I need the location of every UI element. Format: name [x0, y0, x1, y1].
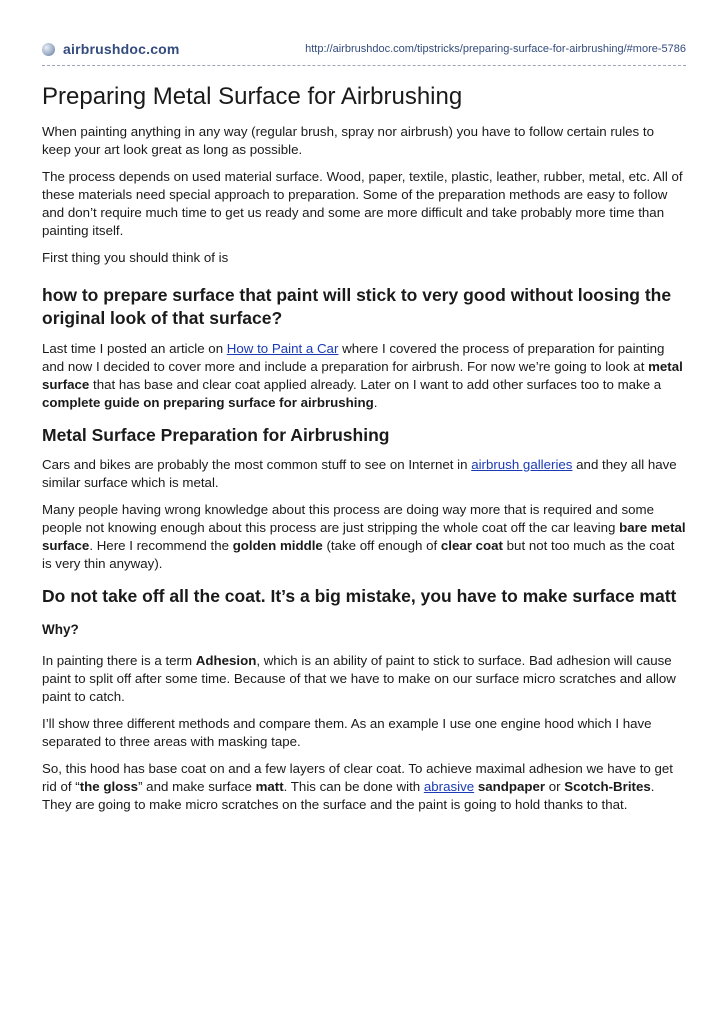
text-run: Cars and bikes are probably the most common stuff to see on Internet in: [42, 457, 472, 472]
bold-metal-surface: metal surface: [42, 359, 683, 392]
airbrush-galleries-link[interactable]: airbrush galleries: [471, 457, 573, 472]
text-run: Many people having wrong knowledge about this process are doing way more that is required and some people not knowing enough about this process are just stripping the whole coat off the car leaving: [42, 502, 655, 535]
highlight-question: how to prepare surface that paint will stick to very good without loosing the original look of that surface?: [42, 285, 672, 328]
why-heading: Why?: [42, 622, 79, 637]
bold-bare-metal: bare metal surface: [42, 520, 686, 553]
bold-scotch-brites: Scotch-Brites: [564, 779, 651, 794]
bold-the-gloss: the gloss: [79, 779, 139, 794]
header-divider: [42, 65, 686, 66]
paragraph-adhesion: [42, 652, 686, 706]
article-body: [42, 82, 686, 823]
page-header: [42, 40, 686, 62]
bold-golden-middle: golden middle: [232, 538, 323, 553]
how-to-paint-a-car-link[interactable]: How to Paint a Car: [226, 341, 339, 356]
bold-complete-guide: complete guide on preparing surface for airbrushing: [42, 395, 374, 410]
text-run: and they all have similar surface which is metal.: [42, 457, 677, 490]
paragraph-hood-gloss: [42, 760, 686, 814]
intro-paragraph-2: The process depends on used material surface. Wood, paper, textile, plastic, leather, rubber, metal, etc. All of these materials need special approach to preparation. Some of the preparation methods are easy to follow and don’t require much time to get us ready and some are more difficult and take probably more time than painting itself.: [42, 169, 683, 238]
paragraph-wrong-knowledge: [42, 501, 686, 573]
article-title: Preparing Metal Surface for Airbrushing: [42, 83, 463, 110]
warning-heading: Do not take off all the coat. It’s a big mistake, you have to make surface matt: [42, 586, 677, 606]
bold-adhesion: Adhesion: [195, 653, 257, 668]
paragraph-three-methods: I’ll show three different methods and compare them. As an example I use one engine hood which I have separated to three areas with masking tape.: [42, 716, 652, 749]
globe-icon: [42, 43, 55, 56]
paragraph-cars-bikes: [42, 456, 686, 492]
text-run: Last time I posted an article on: [42, 341, 227, 356]
text-run: So, this hood has base coat on and a few layers of clear coat. To achieve maximal adhesion we have to get rid of “: [42, 761, 673, 794]
text-run: or: [545, 779, 565, 794]
text-run: that has base and clear coat applied already. Later on I want to add other surfaces too to make a: [89, 377, 662, 392]
text-run: (take off enough of: [322, 538, 441, 553]
text-run: ” and make surface: [138, 779, 256, 794]
paragraph-preparation-intro: [42, 340, 686, 412]
site-name[interactable]: airbrushdoc.com: [63, 41, 180, 57]
text-run: , which is an ability of paint to stick to surface. Bad adhesion will cause paint to split off after some time. Because of that we have to make on our surface micro scratches and allow paint to catch.: [42, 653, 676, 704]
text-run: . They are going to make micro scratches on the surface and the paint is going to hold thanks to that.: [42, 779, 655, 812]
text-run: .: [373, 395, 378, 410]
abrasive-link[interactable]: abrasive: [423, 779, 475, 794]
intro-paragraph-1: When painting anything in any way (regular brush, spray nor airbrush) you have to follow certain rules to keep your art look great as long as possible.: [42, 124, 654, 157]
section-heading-metal-surface: Metal Surface Preparation for Airbrushing: [42, 425, 390, 445]
bold-matt: matt: [255, 779, 284, 794]
bold-clear-coat: clear coat: [440, 538, 503, 553]
source-url[interactable]: http://airbrushdoc.com/tipstricks/preparing-surface-for-airbrushing/#more-5786: [305, 43, 686, 55]
text-run: but not too much as the coat is very thin anyway).: [42, 538, 675, 571]
text-run: where I covered the process of preparation for painting and now I decided to cover more and include a preparation for airbrush. For now we’re going to look at: [42, 341, 665, 374]
bold-sandpaper: sandpaper: [477, 779, 546, 794]
text-run: . This can be done with: [283, 779, 424, 794]
intro-paragraph-3: First thing you should think of is: [42, 250, 229, 265]
text-run: In painting there is a term: [42, 653, 196, 668]
text-run: . Here I recommend the: [89, 538, 233, 553]
